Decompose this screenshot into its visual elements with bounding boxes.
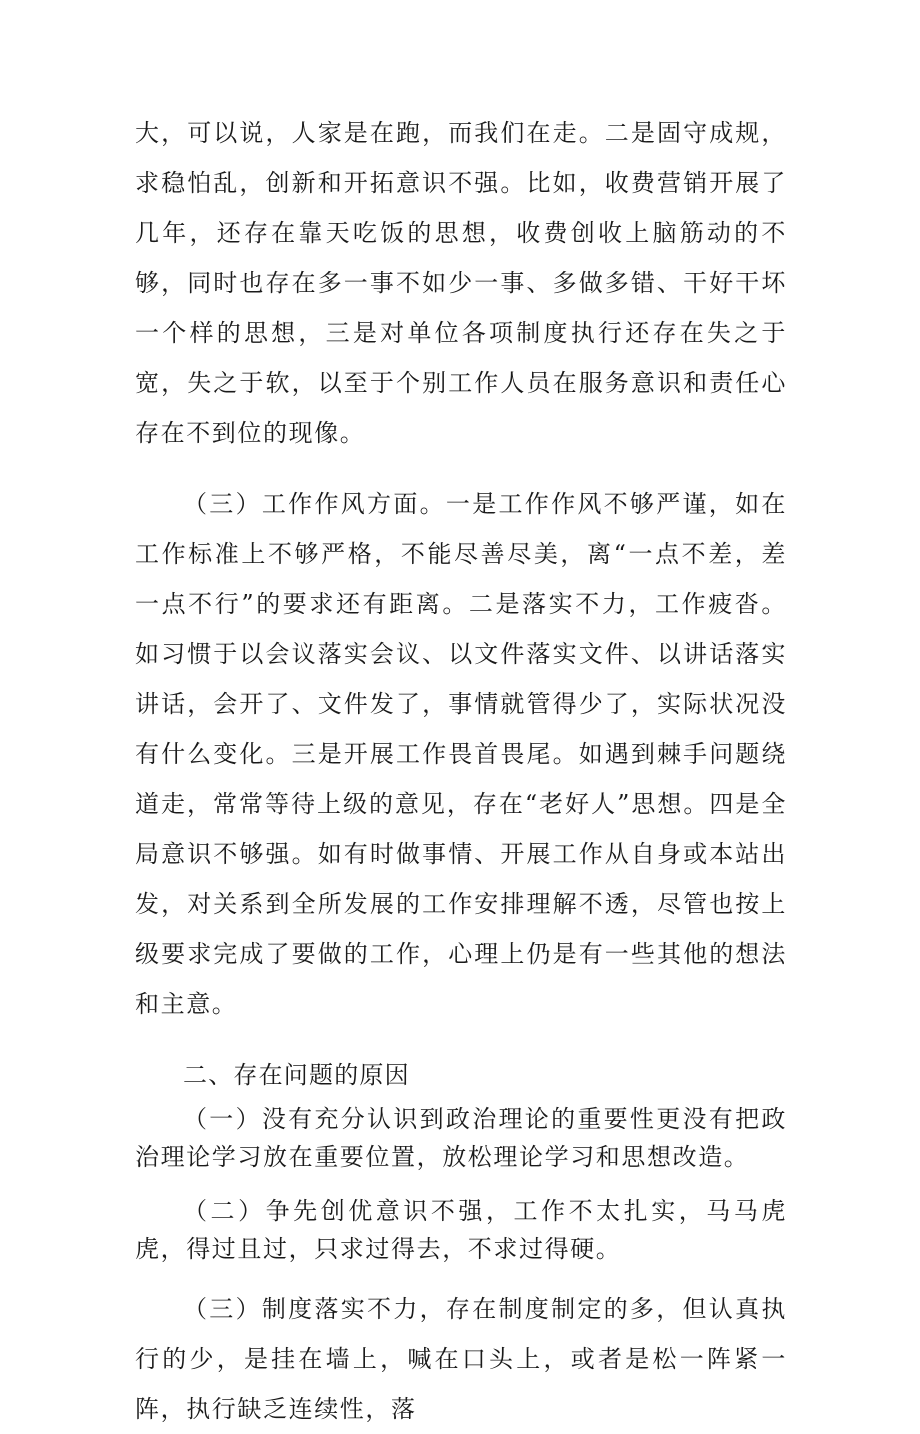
section-heading-causes: 二、存在问题的原因: [183, 1061, 410, 1089]
paragraph-cause-3: （三）制度落实不力，存在制度制定的多，但认真执行的少，是挂在墙上，喊在口头上，或者是松一阵紧一阵，执行缺乏连续性，落: [135, 1295, 787, 1423]
paragraph-work-style: （三）工作作风方面。一是工作作风不够严谨，如在工作标准上不够严格，不能尽善尽美，离“一点不差，差一点不行”的要求还有距离。二是落实不力，工作疲沓。如习惯于以会议落实会议、以文件落实文件、以讲话落实讲话，会开了、文件发了，事情就管得少了，实际状况没有什么变化。三是开展工作畏首畏尾。如遇到棘手问题绕道走，常常等待上级的意见，存在“老好人”思想。四是全局意识不够强。如有时做事情、开展工作从自身或本站出发，对关系到全所发展的工作安排理解不透，尽管也按上级要求完成了要做的工作，心理上仍是有一些其他的想法和主意。: [135, 490, 787, 1018]
paragraph-continuation: 大，可以说，人家是在跑，而我们在走。二是固守成规，求稳怕乱，创新和开拓意识不强。比如，收费营销开展了几年，还存在靠天吃饭的思想，收费创收上脑筋动的不够，同时也存在多一事不如少一事、多做多错、干好干坏一个样的思想，三是对单位各项制度执行还存在失之于宽，失之于软，以至于个别工作人员在服务意识和责任心存在不到位的现像。: [135, 119, 787, 447]
paragraph-cause-1: （一）没有充分认识到政治理论的重要性更没有把政治理论学习放在重要位置，放松理论学习和思想改造。: [135, 1105, 787, 1171]
paragraph-cause-2: （二）争先创优意识不强，工作不太扎实，马马虎虎，得过且过，只求过得去，不求过得硬。: [135, 1197, 787, 1263]
document-body: [135, 108, 787, 1434]
